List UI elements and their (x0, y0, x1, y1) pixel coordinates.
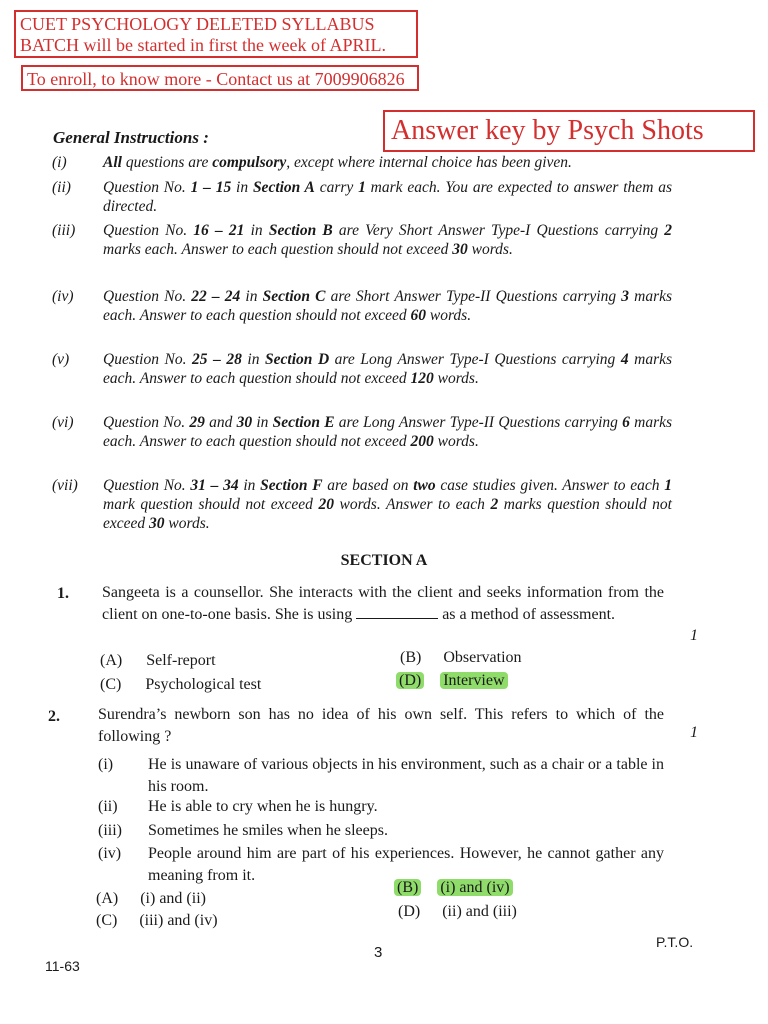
instruction-item (52, 221, 672, 259)
instruction-emphasis: 16 – 21 (193, 222, 245, 239)
instruction-emphasis: two (413, 477, 436, 494)
instruction-emphasis: 120 (410, 370, 434, 387)
statement-text: Sometimes he smiles when he sleeps. (148, 822, 388, 839)
option-label: (B) (400, 649, 422, 666)
instruction-run: are based on (322, 477, 414, 494)
instruction-number: (ii) (52, 179, 71, 196)
instruction-run: in (241, 351, 266, 368)
statement-number: (iii) (98, 822, 122, 839)
instruction-run: in (244, 222, 269, 239)
instruction-emphasis: Section A (252, 179, 315, 196)
statement-text: People around him are part of his experiences. However, he cannot gather any meaning from it. (148, 845, 664, 884)
instruction-item (52, 178, 672, 216)
statement-item (98, 820, 664, 842)
option-label: (D) (396, 672, 424, 689)
instruction-emphasis: 20 (318, 496, 334, 513)
instruction-run: questions are (121, 154, 213, 171)
instruction-emphasis: 30 (236, 414, 253, 431)
option-label: (C) (96, 912, 118, 929)
instruction-run: marks each. Answer to each question should not exceed (103, 288, 673, 324)
instruction-item (52, 350, 672, 388)
option-text-highlighted: Interview (440, 672, 507, 689)
instruction-emphasis: 25 – 28 (192, 351, 242, 368)
instruction-run: and (204, 414, 237, 431)
instruction-run: words. Answer to each (333, 496, 491, 513)
option-text: (ii) and (iii) (442, 903, 517, 920)
instruction-emphasis: Section E (272, 414, 335, 431)
instruction-number: (vi) (52, 414, 74, 431)
option-text-highlighted: (i) and (iv) (437, 879, 512, 896)
instruction-emphasis: 200 (410, 433, 434, 450)
instruction-emphasis: 30 (452, 241, 468, 258)
instruction-run: Question No. (103, 179, 191, 196)
instruction-text (103, 413, 672, 451)
instruction-item (52, 476, 672, 533)
section-title: SECTION A (340, 552, 428, 569)
instruction-emphasis: compulsory (212, 154, 287, 171)
instruction-run: are Long Answer Type-I Questions carrying (329, 351, 621, 368)
instruction-text (103, 287, 672, 325)
instruction-run: Question No. (103, 414, 190, 431)
option-d (398, 903, 517, 921)
instruction-text (103, 178, 672, 216)
option-text: Psychological test (145, 676, 262, 693)
instruction-run: Question No. (103, 351, 193, 368)
statement-item (98, 754, 664, 798)
instruction-run: marks each. Answer to each question should not exceed (103, 351, 673, 387)
instruction-emphasis: 1 (358, 179, 366, 196)
instruction-item (52, 287, 672, 325)
instruction-run: in (231, 179, 253, 196)
instruction-number: (v) (52, 351, 70, 368)
statement-text: He is unaware of various objects in his environment, such as a chair or a table in his room. (148, 756, 664, 795)
option-text: (iii) and (iv) (139, 912, 218, 929)
question-marks: 1 (690, 724, 698, 741)
instruction-emphasis: 2 (490, 496, 499, 513)
instruction-run: in (252, 414, 273, 431)
instruction-emphasis: 3 (621, 288, 629, 305)
option-label: (B) (394, 879, 421, 896)
instruction-run: are Long Answer Type-II Questions carrying (334, 414, 623, 431)
question-text (102, 582, 664, 626)
instruction-emphasis: All (103, 154, 122, 171)
instruction-run: words. (433, 433, 479, 450)
option-c (100, 676, 261, 694)
general-instructions-heading: General Instructions : (53, 128, 209, 147)
instruction-emphasis: 1 (664, 477, 673, 494)
instruction-emphasis: 1 – 15 (190, 179, 232, 196)
answer-key-label: Answer key by Psych Shots (383, 110, 755, 152)
instruction-run: are Very Short Answer Type-I Questions carrying (332, 222, 665, 239)
instruction-emphasis: 6 (622, 414, 630, 431)
statement-number: (ii) (98, 798, 118, 815)
instruction-run: in (240, 288, 263, 305)
instruction-run: Question No. (103, 288, 192, 305)
page-number: 3 (374, 944, 383, 961)
instruction-item (52, 413, 672, 451)
instruction-run: marks each. Answer to each question should not exceed (103, 241, 453, 258)
instruction-run: in (238, 477, 261, 494)
instruction-emphasis: 2 (664, 222, 673, 239)
statement-item (98, 796, 664, 818)
question-number: 1. (57, 585, 69, 602)
instruction-emphasis: 60 (410, 307, 426, 324)
instruction-emphasis: 22 – 24 (191, 288, 241, 305)
instruction-emphasis: 31 – 34 (190, 477, 239, 494)
promo-banner (14, 10, 418, 58)
instruction-emphasis: Section C (262, 288, 326, 305)
instruction-run: are Short Answer Type-II Questions carrying (325, 288, 622, 305)
option-text: Observation (443, 649, 522, 666)
promo-line-2: BATCH will be started in first the week of APRIL. (20, 34, 386, 55)
instruction-run: mark question should not exceed (103, 496, 319, 513)
instruction-number: (vii) (52, 477, 78, 494)
question-stem-end: as a method of assessment. (442, 606, 616, 623)
pto-label: P.T.O. (656, 934, 694, 950)
option-a (100, 652, 216, 670)
option-d (396, 672, 508, 690)
contact-banner: To enroll, to know more - Contact us at 7009906826 (21, 65, 419, 91)
instruction-run: marks question should not exceed (103, 496, 672, 532)
answer-blank (356, 618, 438, 619)
option-b (400, 649, 522, 667)
instruction-run: words. (164, 515, 210, 532)
instruction-text (103, 350, 672, 388)
promo-line-1: CUET PSYCHOLOGY DELETED SYLLABUS (20, 14, 375, 34)
paper-code: 11-63 (45, 958, 80, 974)
instruction-run: words. (433, 370, 479, 387)
instruction-run: words. (426, 307, 472, 324)
instruction-run: words. (467, 241, 513, 258)
option-label: (C) (100, 676, 122, 693)
instruction-emphasis: 30 (149, 515, 165, 532)
option-text: (i) and (ii) (140, 890, 206, 907)
instruction-emphasis: Section B (268, 222, 333, 239)
instruction-text (103, 153, 672, 172)
instruction-number: (i) (52, 154, 67, 171)
question-stem: Sangeeta is a counsellor. She interacts with the client and seeks information from the client on one-to-one basis. She is using (102, 584, 664, 623)
instruction-run: Question No. (103, 222, 194, 239)
option-text: Self-report (146, 652, 216, 669)
instruction-run: case studies given. Answer to each (435, 477, 665, 494)
instruction-emphasis: 29 (189, 414, 205, 431)
instruction-number: (iii) (52, 222, 76, 239)
instruction-emphasis: Section D (265, 351, 330, 368)
instruction-emphasis: Section F (260, 477, 323, 494)
instruction-run: marks each. Answer to each question should not exceed (103, 414, 673, 450)
instruction-number: (iv) (52, 288, 74, 305)
question-number: 2. (48, 708, 60, 725)
instruction-run: carry (314, 179, 359, 196)
statement-text: He is able to cry when he is hungry. (148, 798, 378, 815)
option-label: (D) (398, 903, 421, 920)
option-b (394, 879, 513, 897)
instruction-run: , except where internal choice has been given. (286, 154, 572, 171)
option-label: (A) (100, 652, 123, 669)
instruction-text (103, 221, 672, 259)
instruction-run: Question No. (103, 477, 191, 494)
option-c (96, 912, 218, 930)
statement-item (98, 843, 664, 887)
instruction-run: mark each. You are expected to answer them as directed. (103, 179, 672, 215)
instruction-text (103, 476, 672, 533)
instruction-emphasis: 4 (620, 351, 629, 368)
question-marks: 1 (690, 627, 698, 644)
question-text: Surendra’s newborn son has no idea of his own self. This refers to which of the following ? (98, 706, 664, 745)
statement-number: (i) (98, 756, 114, 773)
statement-number: (iv) (98, 845, 122, 862)
instruction-item (52, 153, 672, 172)
option-a (96, 890, 206, 908)
option-label: (A) (96, 890, 119, 907)
